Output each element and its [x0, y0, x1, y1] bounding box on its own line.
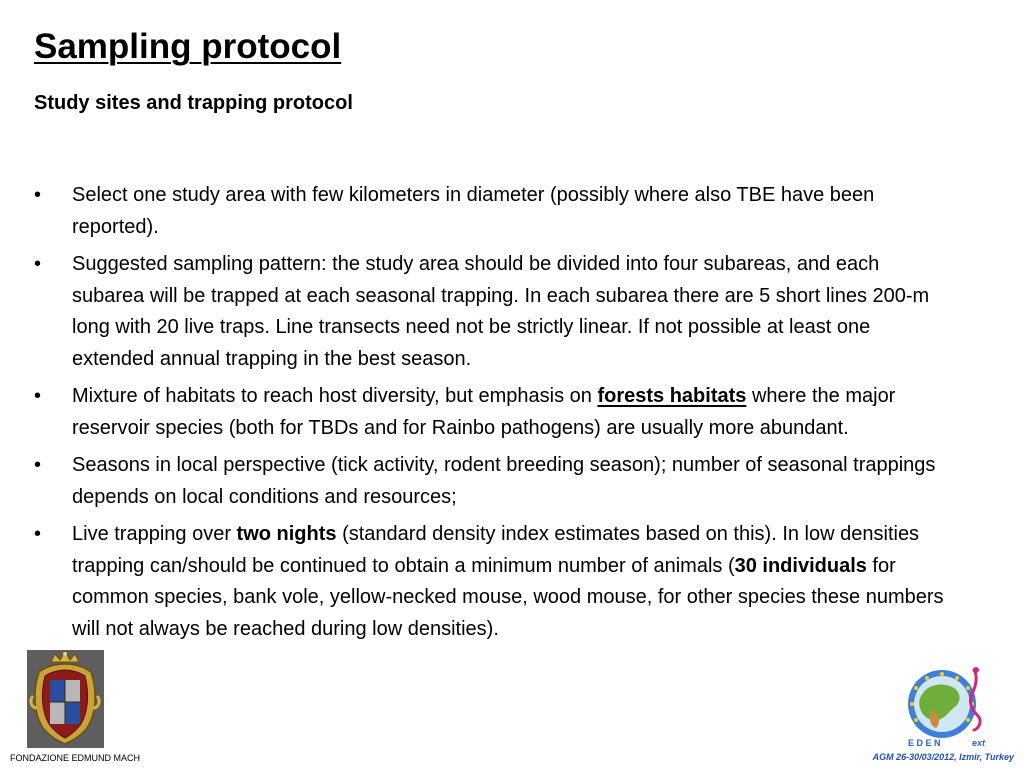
- slide-subtitle: Study sites and trapping protocol: [34, 92, 353, 114]
- eden-wordmark: E D E N: [908, 738, 941, 748]
- bullet-text-after: for common species, bank vole, yellow-necked mouse, wood mouse, for other species these numbers will not always be reached during low densities).: [72, 554, 944, 640]
- slide-title: Sampling protocol: [34, 27, 342, 66]
- bullet-text: Seasons in local perspective (tick activity, rodent breeding season); number of seasonal trappings depends on local conditions and resources;: [72, 454, 936, 508]
- edenext-globe-icon: [902, 666, 1002, 750]
- fondazione-crest-logo: [27, 650, 104, 748]
- footer-organization: FONDAZIONE EDMUND MACH: [10, 753, 140, 763]
- bullet-text-before: Mixture of habitats to reach host diversity, but emphasis on: [72, 385, 598, 407]
- bullet-item-sampling-pattern: [34, 249, 954, 375]
- bullet-text-after: where the major reservoir species (both for TBDs and for Rainbo pathogens) are usually more abundant.: [72, 385, 896, 439]
- bullet-item-habitats: [34, 381, 954, 444]
- bullet-text-middle: (standard density index estimates based on this). In low densities trapping can/should be continued to obtain a minimum number of animals (: [72, 523, 920, 577]
- bullet-marker: •: [34, 385, 42, 407]
- eden-suffix: ext: [972, 738, 986, 748]
- bullet-list: [34, 180, 954, 651]
- bullet-text: Select one study area with few kilometers in diameter (possibly where also TBE have been reported).: [72, 184, 875, 238]
- crest-icon: [27, 650, 104, 748]
- bullet-marker: •: [34, 523, 42, 545]
- bullet-marker: •: [34, 253, 42, 275]
- bullet-item-live-trapping: [34, 519, 954, 645]
- bullet-item-seasons: [34, 450, 954, 513]
- bullet-text-before: Live trapping over: [72, 523, 237, 545]
- bullet-item-study-area: [34, 180, 954, 243]
- bullet-emphasis-forests: forests habitats: [597, 385, 747, 407]
- bullet-marker: •: [34, 454, 42, 476]
- bullet-text: Suggested sampling pattern: the study area should be divided into four subareas, and each subarea will be trapped at each seasonal trapping. In each subarea there are 5 short lines 200-m long with 20 live traps. Line transects need not be strictly linear. If not possible at least one extended annual trapping in the best season.: [72, 253, 930, 370]
- bullet-emphasis-two-nights: two nights: [236, 523, 337, 545]
- edenext-logo: [902, 666, 1002, 750]
- footer-meeting-info: AGM 26-30/03/2012, Izmir, Turkey: [872, 752, 1014, 762]
- bullet-marker: •: [34, 184, 42, 206]
- bullet-emphasis-30-individuals: 30 individuals: [734, 554, 867, 577]
